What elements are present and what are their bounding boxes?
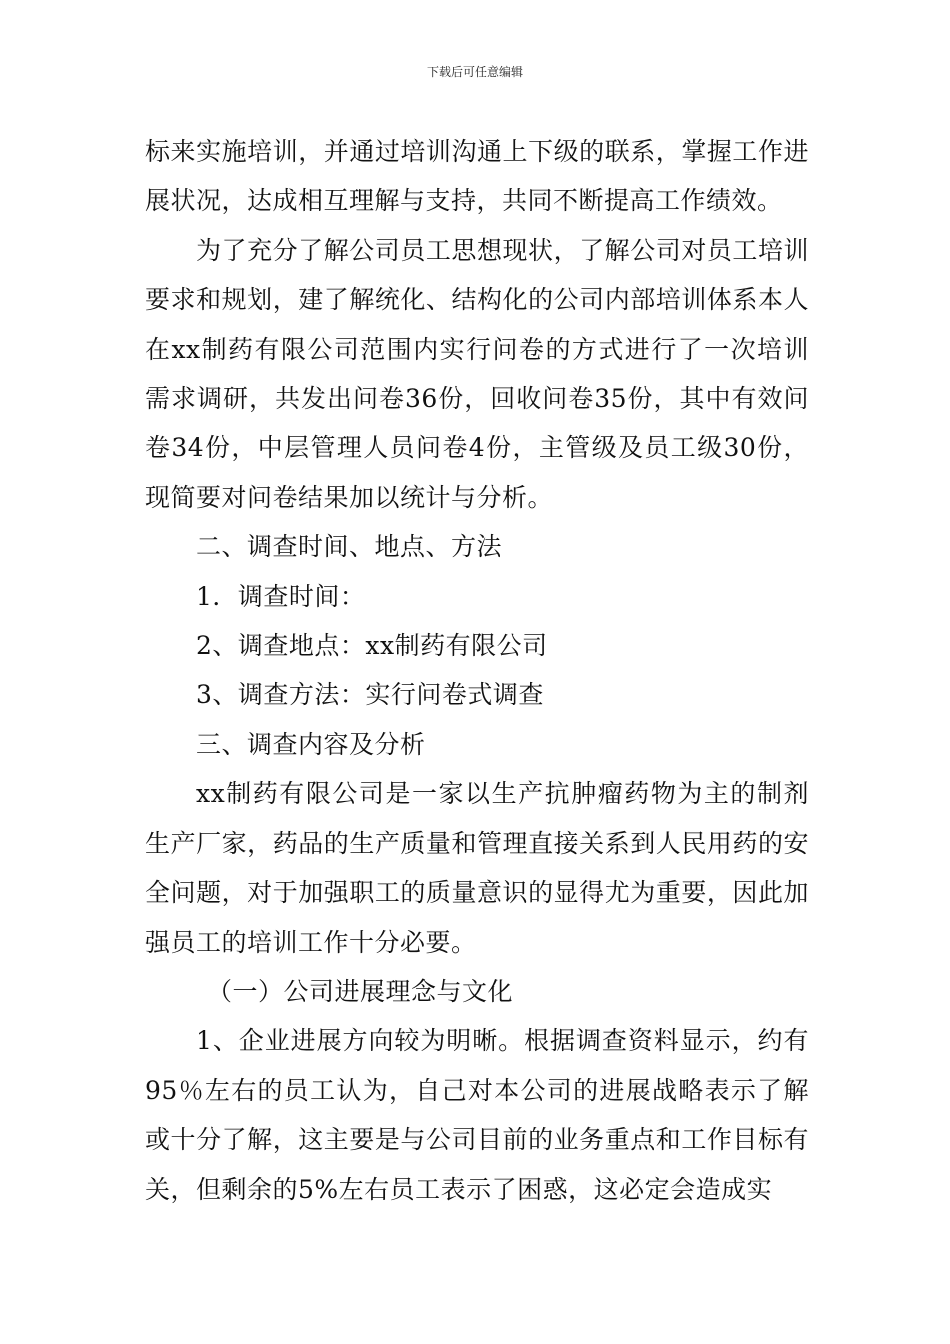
paragraph-development-direction: 1、企业进展方向较为明晰。根据调查资料显示，约有95％左右的员工认为，自己对本公司的进展战略表示了解或十分了解，这主要是与公司目前的业务重点和工作目标有关，但剩余的5%左右员工表示了困惑，这必定会造成实 [145,1026,809,1204]
paragraph-survey-intro: 为了充分了解公司员工思想现状，了解公司对员工培训要求和规划，建了解统化、结构化的公司内部培训体系本人在xx制药有限公司范围内实行问卷的方式进行了一次培训需求调研，共发出问卷36份，回收问卷35份，其中有效问卷34份，中层管理人员问卷4份，主管级及员工级30份，现简要对问卷结果加以统计与分析。 [145,235,809,512]
list-item-survey-method: 3、调查方法：实行问卷式调查 [196,680,544,710]
document-body [145,127,809,1214]
paragraph-continued: 标来实施培训，并通过培训沟通上下级的联系，掌握工作进展状况，达成相互理解与支持，共同不断提高工作绩效。 [145,137,809,216]
list-item-survey-place: 2、调查地点：xx制药有限公司 [196,631,548,661]
page-header: 下载后可任意编辑 [426,65,523,79]
subsection-heading-philosophy-culture: （一）公司进展理念与文化 [207,976,514,1006]
section-heading-content-analysis: 三、调查内容及分析 [196,729,426,759]
section-heading-time-place-method: 二、调查时间、地点、方法 [196,532,503,562]
list-item-survey-time: 1．调查时间： [196,581,366,611]
paragraph-company-intro: xx制药有限公司是一家以生产抗肿瘤药物为主的制剂生产厂家，药品的生产质量和管理直接关系到人民用药的安全问题，对于加强职工的质量意识的显得尤为重要，因此加强员工的培训工作十分必要。 [145,779,809,957]
